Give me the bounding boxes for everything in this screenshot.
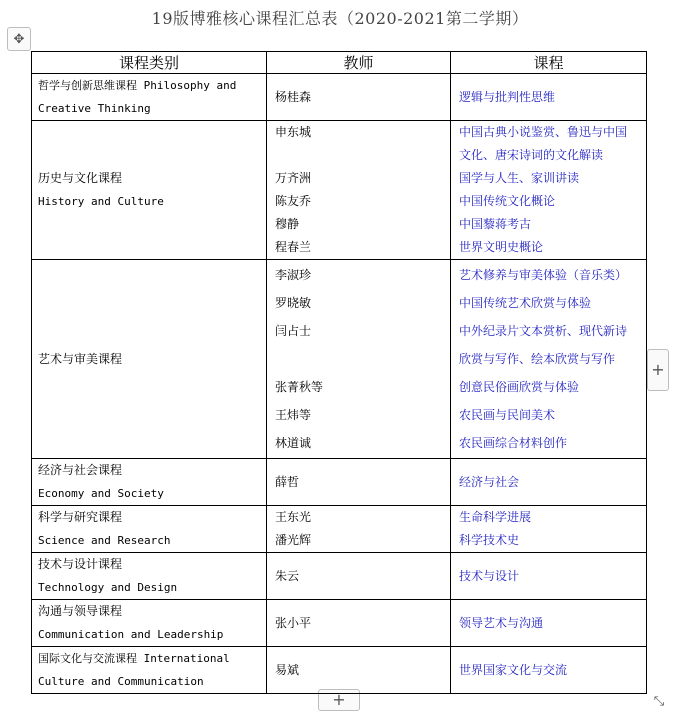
course-name: 世界文明史概论 (459, 240, 544, 254)
category-line: History and Culture (38, 195, 164, 208)
teacher-cell[interactable] (267, 121, 451, 260)
course-name: 农民画综合材料创作 (459, 436, 568, 450)
header-category[interactable]: 课程类别 (32, 52, 267, 74)
table-row (32, 647, 647, 694)
teacher-name: 申东城 (275, 125, 312, 139)
teacher-name: 林道诚 (275, 436, 312, 450)
teacher-name: 程春兰 (275, 240, 312, 254)
teacher-name: 陈友乔 (275, 194, 312, 208)
teacher-name: 李淑珍 (275, 268, 312, 282)
category-line: 哲学与创新思维课程 Philosophy and (38, 79, 237, 92)
course-name: 欣赏与写作、绘本欣赏与写作 (459, 352, 616, 366)
course-name: 文化、唐宋诗词的文化解读 (459, 148, 604, 162)
course-name: 生命科学进展 (459, 510, 532, 524)
category-cell[interactable] (32, 600, 267, 647)
course-cell[interactable] (451, 506, 647, 553)
course-cell[interactable] (451, 647, 647, 694)
category-cell[interactable] (32, 647, 267, 694)
category-line: 国际文化与交流课程 International (38, 652, 230, 665)
teacher-name: 王炜等 (275, 408, 312, 422)
table-row (32, 74, 647, 121)
course-name: 国学与人生、家训讲读 (459, 171, 580, 185)
course-name: 领导艺术与沟通 (459, 615, 544, 630)
teacher-name: 穆静 (275, 217, 300, 231)
course-name: 中国传统艺术欣赏与体验 (459, 296, 592, 310)
category-line: 艺术与审美课程 (38, 351, 123, 366)
course-cell[interactable] (451, 74, 647, 121)
table-row (32, 600, 647, 647)
course-name: 科学技术史 (459, 533, 520, 547)
course-cell[interactable] (451, 121, 647, 260)
teacher-name: 朱云 (275, 568, 300, 583)
table-resize-handle-icon[interactable]: ⤡ (653, 693, 665, 709)
course-name: 农民画与民间美术 (459, 408, 556, 422)
teacher-cell[interactable] (267, 647, 451, 694)
category-line: 沟通与领导课程 (38, 604, 123, 618)
course-table (31, 51, 647, 694)
course-name: 创意民俗画欣赏与体验 (459, 380, 580, 394)
teacher-name: 万齐洲 (275, 171, 312, 185)
category-line: Culture and Communication (38, 675, 204, 688)
course-name: 艺术修养与审美体验（音乐类） (459, 268, 628, 282)
category-line: Creative Thinking (38, 102, 151, 115)
course-name: 世界国家文化与交流 (459, 662, 568, 677)
category-line: Communication and Leadership (38, 628, 224, 641)
category-line: 经济与社会课程 (38, 463, 123, 477)
add-column-button[interactable]: + (647, 349, 669, 391)
course-name: 技术与设计 (459, 568, 520, 583)
category-cell[interactable] (32, 459, 267, 506)
teacher-name: 易斌 (275, 662, 300, 677)
add-row-button[interactable]: + (318, 689, 360, 711)
course-name: 逻辑与批判性思维 (459, 89, 556, 104)
course-cell[interactable] (451, 459, 647, 506)
table-row (32, 121, 647, 260)
course-name: 中国古典小说鉴赏、鲁迅与中国 (459, 125, 628, 139)
category-line: Science and Research (38, 534, 171, 547)
category-line: 科学与研究课程 (38, 510, 123, 524)
teacher-name: 张小平 (275, 615, 312, 630)
category-cell[interactable] (32, 260, 267, 459)
teacher-name: 罗晓敏 (275, 296, 312, 310)
category-cell[interactable] (32, 553, 267, 600)
category-cell[interactable] (32, 121, 267, 260)
teacher-name (275, 345, 450, 373)
teacher-name: 闫占士 (275, 324, 312, 338)
table-move-handle-icon[interactable]: ✥ (7, 27, 31, 51)
teacher-cell[interactable] (267, 600, 451, 647)
teacher-cell[interactable] (267, 74, 451, 121)
teacher-cell[interactable] (267, 459, 451, 506)
table-row (32, 506, 647, 553)
table-row (32, 260, 647, 459)
table-row (32, 459, 647, 506)
teacher-name: 潘光辉 (275, 533, 312, 547)
category-line: Technology and Design (38, 581, 178, 594)
document-title: 19版博雅核心课程汇总表（2020-2021第二学期） (151, 9, 529, 28)
category-line: 技术与设计课程 (38, 557, 123, 571)
teacher-cell[interactable] (267, 506, 451, 553)
course-name: 经济与社会 (459, 474, 520, 489)
table-header-row (32, 52, 647, 74)
course-cell[interactable] (451, 600, 647, 647)
teacher-cell[interactable] (267, 260, 451, 459)
category-line: 历史与文化课程 (38, 171, 123, 185)
category-cell[interactable] (32, 74, 267, 121)
teacher-name: 王东光 (275, 510, 312, 524)
header-teacher[interactable]: 教师 (267, 52, 451, 74)
teacher-name: 张菁秋等 (275, 380, 324, 394)
course-name: 中国藜蒋考古 (459, 217, 532, 231)
teacher-name (275, 144, 450, 167)
teacher-name: 薛哲 (275, 474, 300, 489)
table-row (32, 553, 647, 600)
teacher-cell[interactable] (267, 553, 451, 600)
category-line: Economy and Society (38, 487, 164, 500)
category-cell[interactable] (32, 506, 267, 553)
course-cell[interactable] (451, 553, 647, 600)
header-course[interactable]: 课程 (451, 52, 647, 74)
course-name: 中外纪录片文本赏析、现代新诗 (459, 324, 628, 338)
course-name: 中国传统文化概论 (459, 194, 556, 208)
course-cell[interactable] (451, 260, 647, 459)
teacher-name: 杨桂森 (275, 89, 312, 104)
